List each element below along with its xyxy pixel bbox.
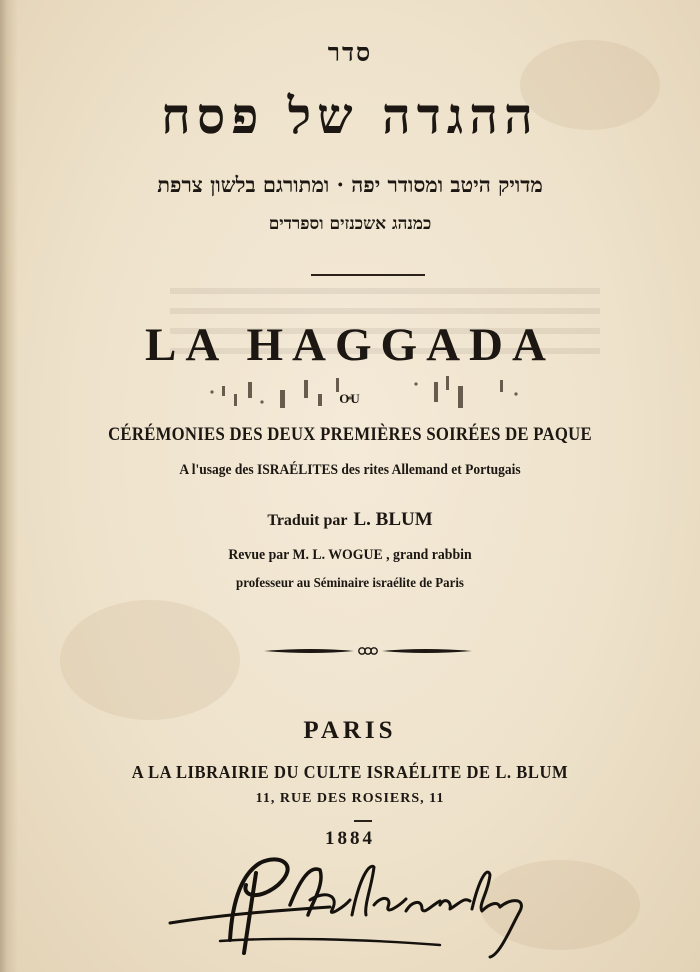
french-usage-line: A l'usage des ISRAÉLITES des rites Allemand et Portugais xyxy=(179,462,521,478)
french-or-connector: OU xyxy=(339,391,361,406)
imprint-address: 11, RUE DES ROSIERS, 11 xyxy=(255,791,445,806)
imprint-publisher: A LA LIBRAIRIE DU CULTE ISRAÉLITE DE L. BLUM xyxy=(131,762,569,782)
hebrew-custom-line: כמנהג אשכנזים וספרדים xyxy=(268,214,432,234)
imprint-year: 1884 xyxy=(325,828,375,849)
handwritten-signature xyxy=(160,845,580,965)
page-binding-edge xyxy=(0,0,18,972)
reviser-line: Revue par M. L. WOGUE , grand rabbin xyxy=(228,547,472,563)
title-divider xyxy=(311,274,425,276)
hebrew-subtitle: מדויק היטב ומסודר יפה · ומתורגם בלשון צרפת xyxy=(157,172,543,197)
french-subtitle: CÉRÉMONIES DES DEUX PREMIÈRES SOIRÉES DE PAQUE xyxy=(108,424,592,445)
year-divider xyxy=(354,820,372,822)
paper-stain xyxy=(60,600,240,720)
translator-line xyxy=(0,509,700,531)
imprint-city: PARIS xyxy=(303,717,397,744)
reviser-title-line: professeur au Séminaire israélite de Paris xyxy=(236,576,464,591)
translator-name: L. BLUM xyxy=(353,509,433,530)
ornament-divider xyxy=(262,641,474,661)
french-title: LA HAGGADA xyxy=(145,319,555,371)
hebrew-title: ההגדה של פסח xyxy=(161,86,539,145)
hebrew-series-label: סדר xyxy=(327,38,373,67)
translated-by-label: Traduit par xyxy=(267,512,348,529)
